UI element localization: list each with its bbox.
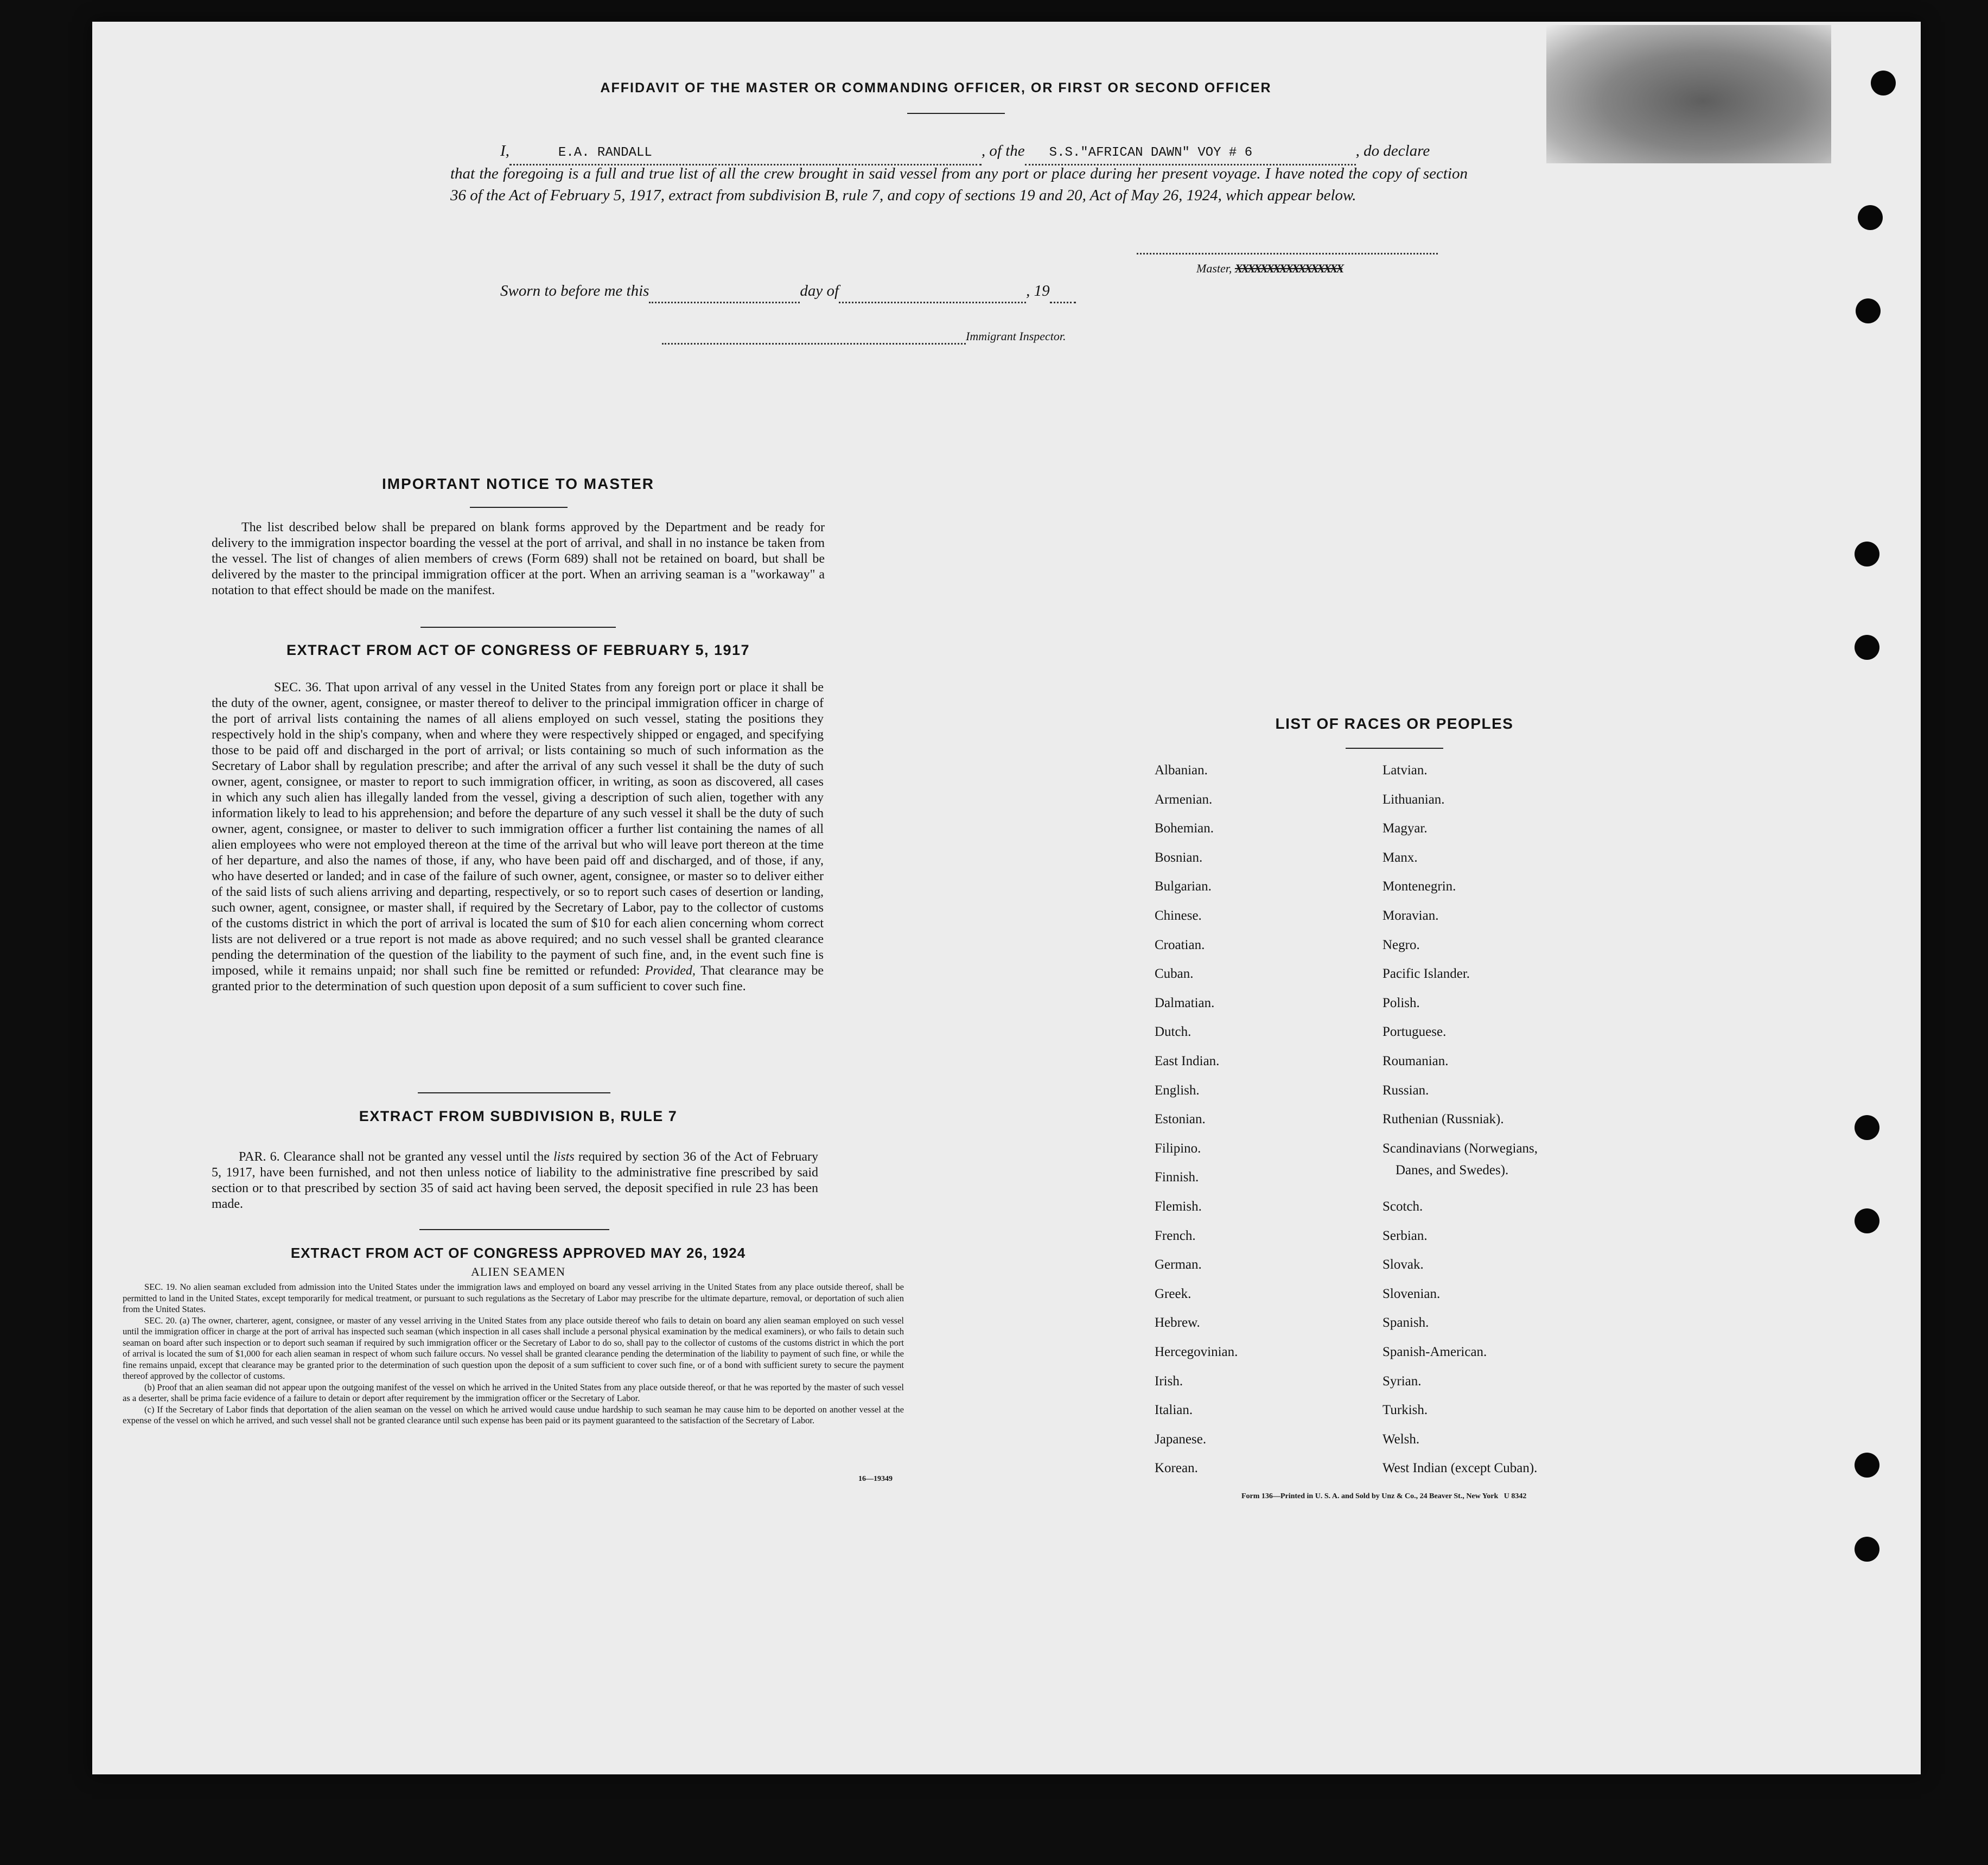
punch-hole — [1858, 205, 1883, 230]
notice-body: The list described below shall be prepared on blank forms approved by the Department and be ready for delivery to the immigration inspector boarding the vessel at the port of arrival, and shall in no instance be taken from the vessel. The list of changes of alien members of crews (Form 689) shall not be retained on board, but shall be delivered by the master to the principal immigration officer at the port. When an arriving seaman is a "workaway" a notation to that effect should be made on the manifest. — [212, 520, 825, 597]
left-race-item: Italian. — [1155, 1403, 1193, 1418]
extract-1924-body — [123, 1282, 904, 1427]
right-race-item: Slovak. — [1382, 1257, 1424, 1272]
right-race-item: Serbian. — [1382, 1228, 1428, 1243]
affidavit-body: that the foregoing is a full and true list of all the crew brought in said vessel from any port or place during her present voyage. I have noted the copy of section 36 of the Act of February 5, 1917, extract from subdivision B, rule 7, and copy of sections 19 and 20, Act of May 26, 1924, which appear below. — [450, 165, 1468, 204]
vessel-name: S.S."AFRICAN DAWN" VOY # 6 — [1049, 145, 1253, 160]
par-6-label: PAR. 6. — [239, 1150, 280, 1164]
punch-hole — [1855, 1208, 1879, 1233]
left-race-item: Croatian. — [1155, 937, 1205, 952]
right-race-item: Montenegrin. — [1382, 879, 1456, 894]
left-race-item: Cuban. — [1155, 966, 1194, 982]
extract-1917-heading: EXTRACT FROM ACT OF CONGRESS OF FEBRUARY 5, 1917 — [286, 642, 750, 658]
left-race-item: Dalmatian. — [1155, 995, 1215, 1010]
right-race-item: Turkish. — [1382, 1403, 1428, 1418]
left-race-item: Japanese. — [1155, 1431, 1207, 1447]
left-race-item: Albanian. — [1155, 763, 1208, 778]
punch-hole — [1855, 1115, 1879, 1140]
lists-word: lists — [553, 1150, 575, 1164]
left-race-item: East Indian. — [1155, 1054, 1220, 1068]
left-race-item: Filipino. — [1155, 1141, 1201, 1156]
sec-19-label: SEC. 19. — [144, 1282, 177, 1292]
extract-1924-heading: EXTRACT FROM ACT OF CONGRESS APPROVED MAY 26, 1924 — [290, 1245, 746, 1261]
sec-36-tail: That clearance may be granted prior to the determination of such question upon deposit of a sum sufficient to cover such fine. — [212, 964, 824, 994]
right-race-item: Manx. — [1382, 850, 1418, 865]
right-race-item: Spanish. — [1382, 1315, 1429, 1331]
sec-20a-text: (a) The owner, charterer, agent, consignee, or master of any vessel arriving in the United States from any place outside thereof who fails to detain on board any alien seaman employed on such vessel until the immigration officer in charge at the port of arrival has inspected such seaman (which inspection in all cases shall include a personal physical examination by the medical examiners), or who fails to detain such seaman on board after such inspection or to deport such seaman if required by such immigration officer or the Secretary of Labor to do so, shall pay to the collector of customs of the customs district in which the port of arrival is located the sum of $1,000 for each alien seaman in respect of whom such failure occurs. No vessel shall be granted clearance pending the determination of the liability to payment of such fine, or while the fine remains unpaid, except that clearance may be granted prior to the determination of such question upon the deposit of a sum sufficient to cover such fine, or of a bond with sufficient surety to secure the payment thereof approved by the collector of customs. — [123, 1315, 904, 1381]
master-label: Master, — [1196, 262, 1232, 275]
rule-7-heading: EXTRACT FROM SUBDIVISION B, RULE 7 — [359, 1108, 678, 1124]
master-name: E.A. RANDALL — [558, 145, 652, 160]
sec-19-paragraph — [123, 1282, 904, 1315]
right-race-item: Magyar. — [1382, 821, 1428, 836]
heading-rule — [1346, 748, 1443, 749]
inspector-line — [662, 329, 1066, 345]
vessel-field — [1025, 140, 1356, 166]
left-race-item: Bosnian. — [1155, 850, 1203, 865]
left-race-item: Armenian. — [1155, 792, 1213, 807]
right-race-item: Negro. — [1382, 937, 1420, 952]
right-race-item: Scotch. — [1382, 1199, 1423, 1214]
printer-footer: Form 136—Printed in U. S. A. and Sold by Unz & Co., 24 Beaver St., New York U 8342 — [1241, 1492, 1527, 1500]
section-rule — [419, 1229, 609, 1230]
section-rule — [420, 627, 616, 628]
left-race-item: French. — [1155, 1228, 1196, 1243]
year-label: , 19 — [1026, 282, 1050, 300]
right-race-item: Ruthenian (Russniak). — [1382, 1112, 1504, 1127]
do-declare: , do declare — [1355, 142, 1430, 160]
sworn-pre: Sworn to before me this — [500, 282, 649, 300]
master-label-row — [1196, 262, 1342, 276]
right-race-item: Roumanian. — [1382, 1054, 1449, 1068]
master-signature-line — [1137, 253, 1438, 254]
punch-hole — [1871, 71, 1896, 96]
struck-text: XXXXXXXXXXXXXXXXX — [1234, 262, 1343, 275]
left-race-item: Hercegovinian. — [1155, 1345, 1238, 1359]
left-race-item: Dutch. — [1155, 1024, 1191, 1040]
left-race-item: Hebrew. — [1155, 1315, 1200, 1331]
heading-rule — [907, 113, 1005, 114]
right-race-item: Polish. — [1382, 995, 1420, 1010]
form-code: 16—19349 — [858, 1475, 893, 1483]
affidavit-declaration-line — [450, 140, 1470, 166]
left-race-item: German. — [1155, 1257, 1202, 1272]
heading-rule — [470, 507, 568, 508]
provided-word: Provided, — [645, 964, 696, 978]
day-of: day of — [800, 282, 839, 300]
right-race-item: Portuguese. — [1382, 1024, 1447, 1040]
right-race-item: Moravian. — [1382, 908, 1439, 923]
rule-7-text-a: Clearance shall not be granted any vessel until the — [283, 1150, 550, 1164]
sec-20-label: SEC. 20. — [144, 1315, 177, 1326]
left-race-item: Irish. — [1155, 1373, 1183, 1389]
left-race-item: English. — [1155, 1083, 1200, 1098]
sec-36-text: That upon arrival of any vessel in the United States from any foreign port or place it shall be the duty of the owner, agent, consignee, or master thereof to deliver to the principal immigration officer in charge of the port of arrival lists containing the names of all aliens employed on such vessel, stating the positions they respectively hold in the ship's company, when and where they were respectively shipped or engaged, and specifying those to be paid off and discharged in the port of arrival; or lists containing so much of such information as the Secretary of Labor shall by regulation prescribe; and after the arrival of any such vessel it shall be the duty of such owner, agent, consignee, or master to report to such immigration officer, in writing, as soon as discovered, all cases in which any such alien has illegally landed from the vessel, giving a description of such alien, together with any information likely to lead to his apprehension; and before the departure of any such vessel it shall be the duty of such owner, agent, consignee, or master to deliver to such immigration officer a further list containing the names of all alien employees who were not employed thereon at the time of the arrival but who will leave port thereon at the time of her departure, and also the names of those, if any, who have been paid off and discharged, and of those, if any, who have deserted or landed; and in case of the failure of such owner, agent, consignee, or master so to deliver either of the said lists of such aliens arriving and departing, respectively, or so to report such cases of desertion or landing, such owner, agent, consignee, or master shall, if required by the Secretary of Labor, pay to the collector of customs of the customs district in which the port of arrival is located the sum of $10 for each alien concerning whom correct lists are not delivered or a true report is not made as above required; and no such vessel shall be granted clearance pending the determination of the question of the liability to the payment of such fine, and, in the event such fine is imposed, while it remains unpaid; nor shall such fine be remitted or refunded: — [212, 680, 824, 978]
left-race-item: Bohemian. — [1155, 821, 1214, 836]
sec-19-text: No alien seaman excluded from admission into the United States under the immigration laws and employed on board any vessel arriving in the United States from any place outside thereof, shall be permitted to land in the United States, except temporarily for medical treatment, or pursuant to such regulations as the Secretary of Labor may prescribe for the ultimate departure, removal, or deportation of such alien from the United States. — [123, 1282, 904, 1314]
master-name-field — [509, 140, 982, 166]
right-race-item: Spanish-American. — [1382, 1345, 1487, 1359]
right-race-item: Pacific Islander. — [1382, 966, 1470, 982]
left-race-item: Estonian. — [1155, 1112, 1206, 1127]
inspector-label: Immigrant Inspector. — [966, 329, 1066, 343]
punch-hole — [1856, 298, 1881, 323]
punch-hole — [1855, 1453, 1879, 1478]
of-the: , of the — [981, 142, 1025, 160]
left-race-item: Finnish. — [1155, 1170, 1199, 1185]
sec-20b-paragraph: (b) Proof that an alien seaman did not appear upon the outgoing manifest of the vessel on which he arrived in the United States from any place outside thereof, or that he was reported by the master of such vessel as a deserter, shall be prima facie evidence of a failure to detain or deport after requirement by the immigration officer or the Secretary of Labor. — [123, 1382, 904, 1403]
right-race-item: Lithuanian. — [1382, 792, 1445, 807]
pre-name: I, — [500, 142, 509, 160]
right-race-item: Welsh. — [1382, 1431, 1420, 1447]
left-race-item: Bulgarian. — [1155, 879, 1212, 894]
sworn-line — [500, 280, 1076, 303]
notice-heading: IMPORTANT NOTICE TO MASTER — [381, 475, 655, 492]
races-heading: LIST OF RACES OR PEOPLES — [1275, 715, 1514, 732]
rule-7-text-b: required by section 36 of the Act of February 5, 1917, have been furnished, and not then unless notice of liability to the administrative fine prescribed by said section or to that prescribed by section 35 of said act having been served, the deposit specified in rule 23 has been made. — [212, 1150, 819, 1211]
sec-36-label: SEC. 36. — [274, 680, 322, 695]
right-race-item: Slovenian. — [1382, 1286, 1441, 1301]
left-race-item: Korean. — [1155, 1461, 1198, 1476]
sec-20c-paragraph: (c) If the Secretary of Labor finds that deportation of the alien seaman on the vessel on which he arrived would cause undue hardship to such seaman he may cause him to be deported on another vessel at the expense of the vessel on which he arrived, and such vessel shall not be granted clearance until such expense has been paid or its payment guaranteed to the satisfaction of the Secretary of Labor. — [123, 1404, 904, 1425]
alien-seamen-subheading: ALIEN SEAMEN — [471, 1265, 565, 1278]
punch-hole — [1855, 635, 1879, 660]
sec-20a-paragraph — [123, 1315, 904, 1382]
left-race-item: Greek. — [1155, 1286, 1191, 1301]
scandinavians-continuation: Danes, and Swedes). — [1396, 1163, 1509, 1177]
punch-hole — [1855, 1537, 1879, 1562]
sworn-day-field — [649, 280, 800, 303]
sworn-month-field — [839, 280, 1026, 303]
ink-smudge — [1546, 25, 1831, 163]
right-race-item: Syrian. — [1382, 1373, 1422, 1389]
sworn-year-field — [1050, 280, 1076, 303]
extract-1917-body — [212, 680, 824, 995]
punch-hole — [1855, 542, 1879, 566]
left-race-item: Flemish. — [1155, 1199, 1202, 1214]
right-race-item: West Indian (except Cuban). — [1382, 1461, 1538, 1476]
affidavit-heading: AFFIDAVIT OF THE MASTER OR COMMANDING OFFICER, OR FIRST OR SECOND OFFICER — [600, 80, 1272, 96]
left-race-item: Chinese. — [1155, 908, 1202, 923]
right-race-item: Russian. — [1382, 1083, 1429, 1098]
rule-7-body — [212, 1149, 818, 1212]
inspector-signature-field — [662, 333, 966, 345]
right-race-item: Scandinavians (Norwegians, — [1382, 1141, 1538, 1156]
section-rule — [418, 1092, 610, 1093]
right-race-item: Latvian. — [1382, 763, 1428, 778]
